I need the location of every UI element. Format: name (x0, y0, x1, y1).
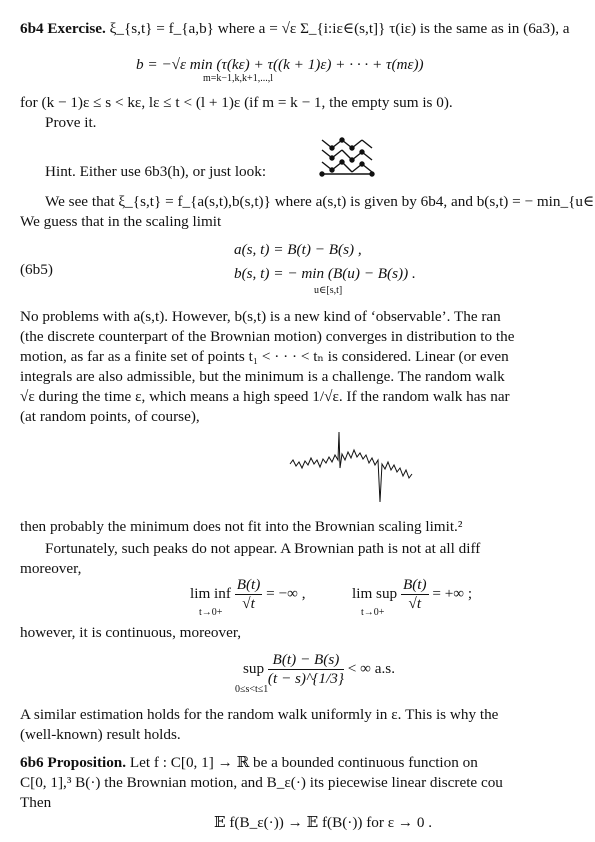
random-walk-figure (290, 430, 420, 510)
b-equation: b = −√ε min (τ(kε) + τ((k + 1)ε) + · · · + τ(mε)) (136, 56, 424, 73)
paragraph-line-4: integrals are also admissible, but the minimum is a challenge. The random walk (20, 368, 505, 385)
liminf-expression: lim inf $\frac{B(t)}{√t}$ = −∞ , (190, 576, 306, 612)
sup-expression: sup $\frac{B(t) - B(s)}{(t - s)\^{}\{1/3\}}$ < ∞ a.s. (243, 651, 395, 687)
paragraph-line-11: A similar estimation holds for the random walk uniformly in ε. This is why the (20, 706, 499, 723)
limsup-subscript: t→0+ (361, 607, 385, 618)
paragraph-line-5: √ε during the time ε, which means a high speed 1/√ε. If the random walk has nar (20, 388, 510, 405)
exercise-text: ξ_{s,t} = f_{a,b} where a = √ε Σ_{i:iε∈(s,t]} τ(iε) is the same as in (6a3), a (109, 20, 570, 37)
proposition-first-line: 6b6 Proposition. Let f : C[0, 1] → ℝ be a bounded continuous function on (20, 754, 478, 771)
liminf-subscript: t→0+ (199, 607, 223, 618)
hint-figure (318, 134, 378, 184)
paragraph-line-12: (well-known) result holds. (20, 726, 181, 743)
paragraph-line-10: however, it is continuous, moreover, (20, 624, 242, 641)
paragraph-line-1: No problems with a(s,t). However, b(s,t) is a new kind of ‘observable’. The ran (20, 308, 501, 325)
proposition-line-2: C[0, 1],³ B(·) the Brownian motion, and B_ε(·) its piecewise linear discrete cou (20, 774, 503, 791)
paragraph-line-9: moreover, (20, 560, 82, 577)
equation-b: b(s, t) = − min (B(u) − B(s)) . (234, 265, 416, 282)
b-equation-subscript: m=k−1,k,k+1,...,l (203, 73, 273, 84)
paragraph-line-6: (at random points, of course), (20, 408, 200, 425)
see-line: We see that ξ_{s,t} = f_{a(s,t),b(s,t)} where a(s,t) is given by 6b4, and b(s,t) = − min_{u∈ (45, 193, 595, 210)
guess-line: We guess that in the scaling limit (20, 213, 222, 230)
exercise-first-line (20, 20, 570, 38)
proposition-line-3: Then (20, 794, 52, 811)
hint-line: Hint. Either use 6b3(h), or just look: (45, 163, 267, 180)
equation-a: a(s, t) = B(t) − B(s) , (234, 241, 362, 258)
final-equation: 𝔼 f(B_ε(·)) → 𝔼 f(B(·)) for ε → 0 . (214, 814, 433, 831)
paragraph-line-3: motion, as far as a finite set of points t₁ < · · · < tₙ is considered. Linear (or even (20, 348, 509, 365)
equation-b-subscript: u∈[s,t] (314, 285, 343, 296)
paragraph-line-2: (the discrete counterpart of the Brownian motion) converges in distribution to the (20, 328, 515, 345)
condition-line: for (k − 1)ε ≤ s < kε, lε ≤ t < (l + 1)ε (if m = k − 1, the empty sum is 0). (20, 94, 453, 111)
sup-subscript: 0≤s<t≤1 (235, 684, 269, 695)
limsup-expression: lim sup $\frac{B(t)}{√t}$ = +∞ ; (352, 576, 473, 612)
equation-label: (6b5) (20, 261, 53, 278)
proposition-title: 6b6 Proposition. (20, 754, 127, 771)
prove-it: Prove it. (45, 114, 97, 131)
section-title: 6b4 Exercise. (20, 20, 106, 37)
paragraph-line-7: then probably the minimum does not fit into the Brownian scaling limit.² (20, 518, 463, 535)
paragraph-line-8: Fortunately, such peaks do not appear. A Brownian path is not at all diff (45, 540, 481, 557)
